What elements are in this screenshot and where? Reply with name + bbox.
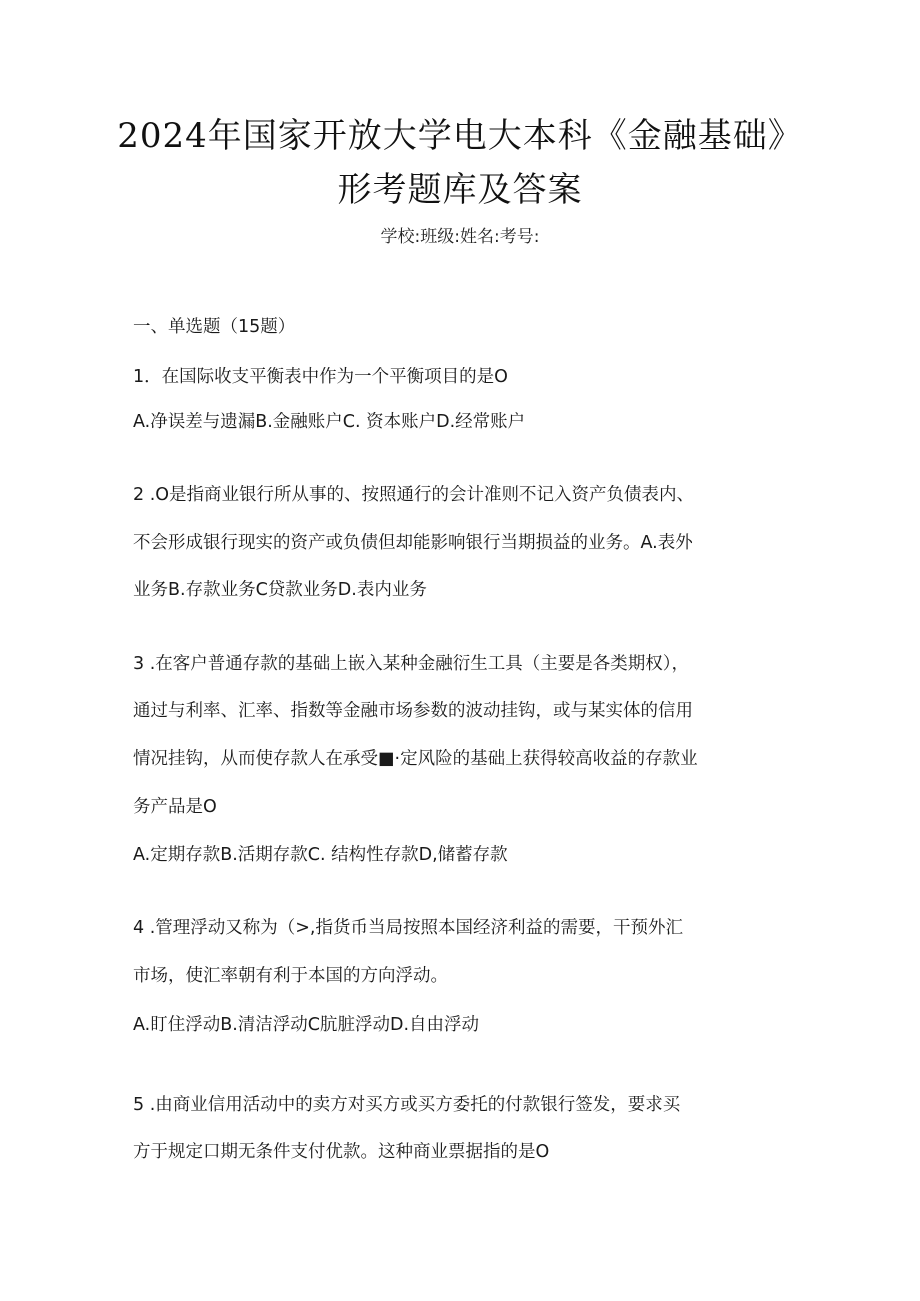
question-5-text-line-1: 5 .由商业信用活动中的卖方对买方或买方委托的付款银行签发，要求买 bbox=[133, 1095, 681, 1115]
question-1-options: A.净误差与遗漏B.金融账户C. 资本账户D.经常账户 bbox=[133, 412, 526, 432]
document-title-line-1: 2024年国家开放大学电大本科《金融基础》 bbox=[117, 116, 803, 156]
question-3-options: A.定期存款B.活期存款C. 结构性存款D,储蓄存款 bbox=[133, 845, 508, 865]
question-2-text-line-2: 不会形成银行现实的资产或负债但却能影响银行当期损益的业务。A.表外 bbox=[133, 533, 693, 553]
question-3-text-line-1: 3 .在客户普通存款的基础上嵌入某种金融衍生工具（主要是各类期权）， bbox=[133, 654, 690, 674]
question-4-text-line-2: 市场，使汇率朝有利于本国的方向浮动。 bbox=[133, 966, 448, 986]
question-4-text-line-1: 4 .管理浮动又称为（>,指货币当局按照本国经济利益的需要，干预外汇 bbox=[133, 918, 683, 938]
question-2-text-line-3: 业务B.存款业务C贷款业务D.表内业务 bbox=[133, 580, 427, 600]
question-5-text-line-2: 方于规定口期无条件支付优款。这种商业票据指的是O bbox=[133, 1142, 550, 1162]
section-heading: 一、单选题（15题） bbox=[133, 317, 296, 337]
question-4-options: A.盯住浮动B.清洁浮动C肮脏浮动D.自由浮动 bbox=[133, 1015, 480, 1035]
student-info-line: 学校:班级:姓名:考号: bbox=[380, 227, 540, 247]
question-1-text: 1．在国际收支平衡表中作为一个平衡项目的是O bbox=[133, 367, 508, 387]
document-title-line-2: 形考题库及答案 bbox=[337, 170, 583, 210]
question-2-text-line-1: 2 .O是指商业银行所从事的、按照通行的会计准则不记入资产负债表内、 bbox=[133, 485, 695, 505]
question-3-text-line-4: 务产品是O bbox=[133, 797, 217, 817]
question-3-text-line-2: 通过与利率、汇率、指数等金融市场参数的波动挂钩，或与某实体的信用 bbox=[133, 701, 693, 721]
question-3-text-line-3: 情况挂钩，从而使存款人在承受■·定风险的基础上获得较高收益的存款业 bbox=[133, 749, 698, 769]
